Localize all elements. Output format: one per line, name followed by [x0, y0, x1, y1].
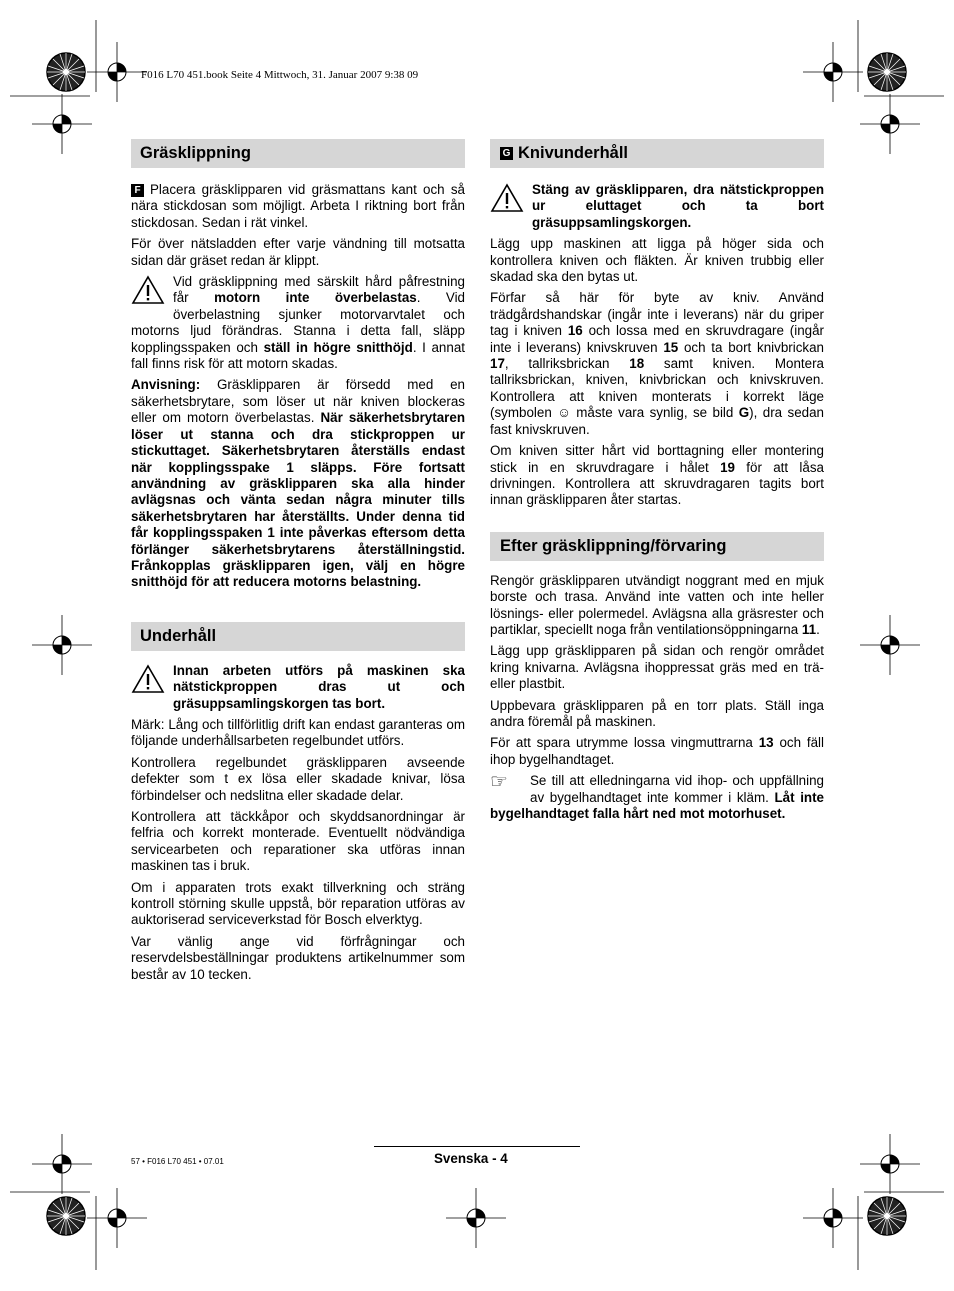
- figure-label-f: F: [131, 184, 144, 197]
- section-heading-knivunderhall: G Knivunderhåll: [490, 139, 824, 168]
- warning-text: Vid gräsklippning med särskilt hård påfrestning får motorn inte överbelastas. Vid överbelastning sjunker motorvarvtalet och motorns ljud förändras. Stanna i detta fall, släpp kopplingsspaken och ställ in högre snitthöjd. I annat fall finns risk för att motorn skadas.: [131, 274, 465, 372]
- paragraph: F Placera gräsklipparen vid gräsmattans kant och så nära stickdosan som möjligt. Arbeta I riktning bort från stickdosan. Sedan i rät vinkel.: [131, 182, 465, 230]
- footer-code: 57 • F016 L70 451 • 07.01: [131, 1157, 224, 1166]
- paragraph: Var vänlig ange vid förfrågningar och reservdelsbeställningar produktens artikelnummer som består av 10 tecken.: [131, 933, 465, 982]
- pointing-hand-icon: ☞: [490, 773, 508, 794]
- paragraph: Om kniven sitter hårt vid borttagning eller montering stick in en skruvdragare i hålet 19 för att låsa drivningen. Kontrollera att skruvdragaren tagits bort innan gräsklipparen åter startas.: [490, 443, 824, 508]
- left-column: [131, 139, 465, 988]
- paragraph: Förfar så här för byte av kniv. Använd trädgårdshandskar (ingår inte i leverans) när du griper tag i kniven 16 och lossa med en skruvdragare (ingår inte i leverans) knivskruven 15 och ta bort knivbrickan 17, tallriksbrickan 18 samt kniven. Montera tallriksbrickan, kniven, knivbrickan och knivskruven. Kontrollera att kniven monterats i korrekt läge (symbolen ☺ måste vara synlig, se bild G), dra sedan fast knivskruven.: [490, 290, 824, 437]
- smiley-icon: ☺: [557, 405, 571, 421]
- warning-block: [131, 663, 465, 712]
- section-heading-underhall: Underhåll: [131, 622, 465, 651]
- note-paragraph: Anvisning: Gräsklipparen är försedd med en säkerhetsbrytare, som löser ut när kniven blockeras eller om motorn överbelastas. När säkerhetsbrytaren löser ut stanna och dra stickproppen ur stickuttaget. Säkerhetsbrytaren återställs endast när kopplingsspake 1 släpps. Före fortsatt användning av gräsklipparen ska alla hinder avlägsnas och vänta sedan några minuter tills säkerhetsbrytaren har återställts. Under denna tid får kopplingsspaken 1 inte påverkas eftersom detta förlänger säkerhetsbrytarens återställningstid. Frånkopplas gräsklipparen igen, välj en högre snitthöjd för att reducera motorns belastning.: [131, 377, 465, 590]
- paragraph: Lägg upp gräsklipparen på sidan och rengör området kring knivarna. Avlägsna ihoppressat gräs med en trä- eller plastbit.: [490, 643, 824, 692]
- paragraph: Rengör gräsklipparen utvändigt noggrant med en mjuk borste och trasa. Använd inte vatten och inte heller lösnings- eller polermedel. Avlägsna alla gräsrester och partiklar, speciellt noga från ventilationsöppningarna 11.: [490, 572, 824, 637]
- paragraph: Märk: Lång och tillförlitlig drift kan endast garanteras om följande underhållsarbeten regelbundet utförs.: [131, 716, 465, 749]
- warning-block: [131, 274, 465, 372]
- section-heading-efter-grasklippning: Efter gräsklippning/förvaring: [490, 532, 824, 561]
- warning-icon: [131, 275, 165, 305]
- paragraph: För att spara utrymme lossa vingmuttrarna 13 och fäll ihop bygelhandtaget.: [490, 735, 824, 767]
- paragraph: Kontrollera regelbundet gräsklipparen avseende defekter som t ex lösa eller skadade knivar, lösa förbindelser och nedslitna eller skadade delar.: [131, 754, 465, 803]
- page-number: Svenska - 4: [434, 1151, 508, 1166]
- right-column: [490, 139, 824, 822]
- paragraph: Uppbevara gräsklipparen på en torr plats. Ställ inga andra föremål på maskinen.: [490, 697, 824, 729]
- paragraph: Om i apparaten trots exakt tillverkning och sträng kontroll störning skulle uppstå, bör reparation utföras av auktoriserad serviceverkstad för Bosch elverktyg.: [131, 879, 465, 928]
- warning-text: Stäng av gräsklipparen, dra nätstickproppen ur eluttaget och ta bort gräsuppsamlingskorgen.: [532, 182, 824, 230]
- figure-label-g: G: [500, 147, 513, 160]
- warning-text: Innan arbeten utförs på maskinen ska nätstickproppen dras ut och gräsuppsamlingskorgen tas bort.: [173, 662, 465, 711]
- paragraph: Kontrollera att täckkåpor och skyddsanordningar är felfria och korrekt monterade. Eventuellt nödvändiga servicearbeten och reparationer ska utföras innan maskinen tas i bruk.: [131, 809, 465, 874]
- book-header: F016 L70 451.book Seite 4 Mittwoch, 31. Januar 2007 9:38 09: [141, 69, 419, 81]
- warning-block: [490, 182, 824, 231]
- paragraph: För över nätsladden efter varje vändning till motsatta sidan där gräset redan är klippt.: [131, 236, 465, 268]
- paragraph: Lägg upp maskinen att ligga på höger sida och kontrollera kniven och fläkten. Är kniven trubbig eller skadad ska den bytas ut.: [490, 236, 824, 285]
- warning-icon: [131, 664, 165, 694]
- footer-rule: [374, 1146, 580, 1147]
- note-block: [490, 773, 824, 822]
- note-text: Se till att elledningarna vid ihop- och uppfällning av bygelhandtaget inte kommer i kläm. Låt inte bygelhandtaget falla hårt ned mot motorhuset.: [490, 773, 824, 821]
- section-heading-grasklippning: Gräsklippning: [131, 139, 465, 168]
- warning-icon: [490, 183, 524, 213]
